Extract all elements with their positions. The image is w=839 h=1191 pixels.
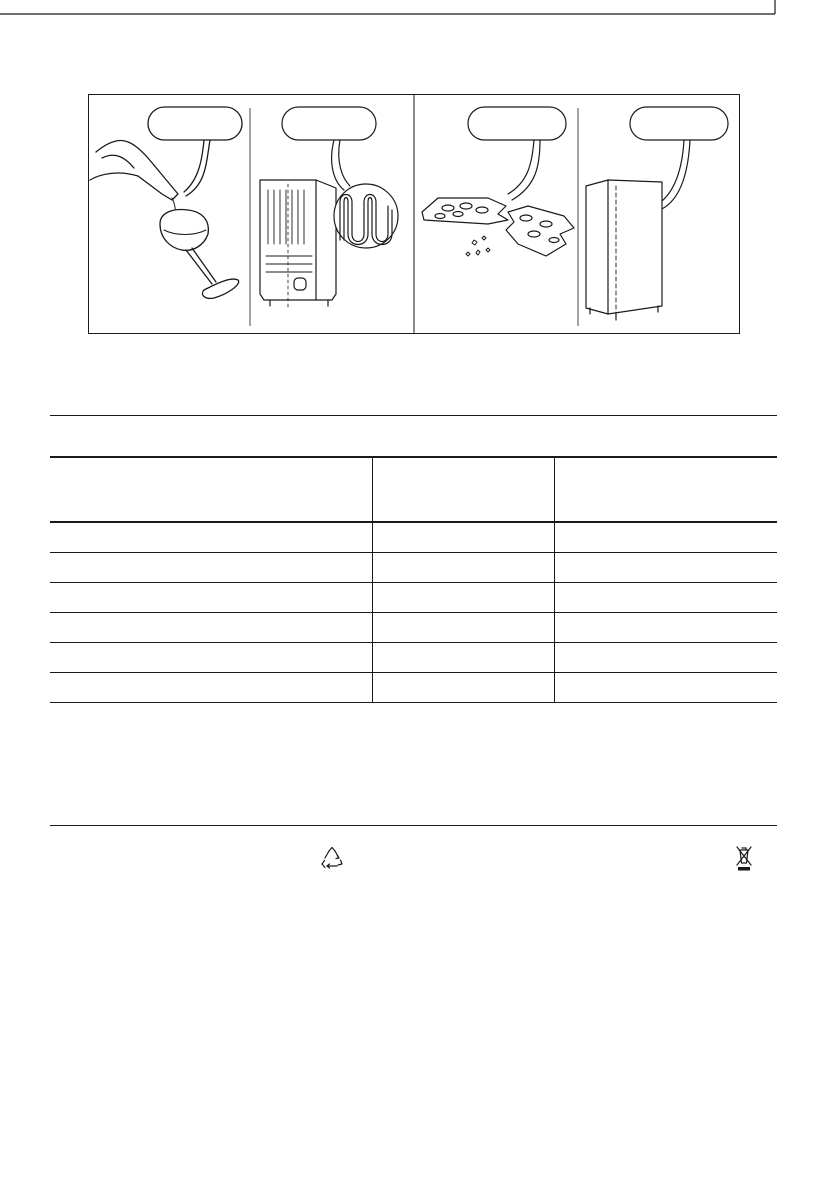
section-rule-environment [50, 825, 777, 826]
table-cell [554, 553, 777, 583]
table-cell [372, 553, 554, 583]
crossed-out-bin-icon [734, 845, 754, 873]
table-row [50, 643, 777, 673]
table-cell [554, 673, 777, 703]
table-row [50, 613, 777, 643]
fridge-rear-coils-illustration [260, 107, 398, 310]
table-row [50, 583, 777, 613]
table-cell [50, 643, 372, 673]
wine-bottle-pouring-glass-illustration [90, 107, 242, 298]
callout-bubble-1 [148, 107, 242, 140]
table-header-cell [554, 457, 777, 522]
table-row [50, 522, 777, 553]
table-header-cell [372, 457, 554, 522]
callout-bubble-3 [468, 107, 566, 140]
table-cell [50, 673, 372, 703]
top-page-rule [0, 0, 839, 28]
section-rule-specs [50, 415, 777, 416]
callout-bubble-4 [630, 107, 728, 140]
table-cell [50, 553, 372, 583]
table-cell [554, 583, 777, 613]
cracked-ice-tray-illustration [422, 107, 574, 256]
recycle-icon [320, 846, 344, 870]
callout-bubble-2 [282, 107, 376, 140]
spec-table [50, 456, 777, 703]
spec-table-wrapper [50, 456, 777, 703]
table-cell [372, 643, 554, 673]
table-header-cell [50, 457, 372, 522]
table-header-row [50, 457, 777, 522]
table-cell [554, 613, 777, 643]
table-cell [372, 673, 554, 703]
illustration-panel [88, 94, 740, 334]
table-cell [50, 613, 372, 643]
table-cell [554, 643, 777, 673]
table-cell [50, 583, 372, 613]
table-cell [372, 583, 554, 613]
table-row [50, 553, 777, 583]
callout-pointer-1 [186, 140, 210, 196]
table-cell [372, 522, 554, 553]
fridge-side-panel-illustration [586, 107, 728, 320]
table-cell [554, 522, 777, 553]
table-cell [50, 522, 372, 553]
table-row [50, 673, 777, 703]
table-cell [372, 613, 554, 643]
